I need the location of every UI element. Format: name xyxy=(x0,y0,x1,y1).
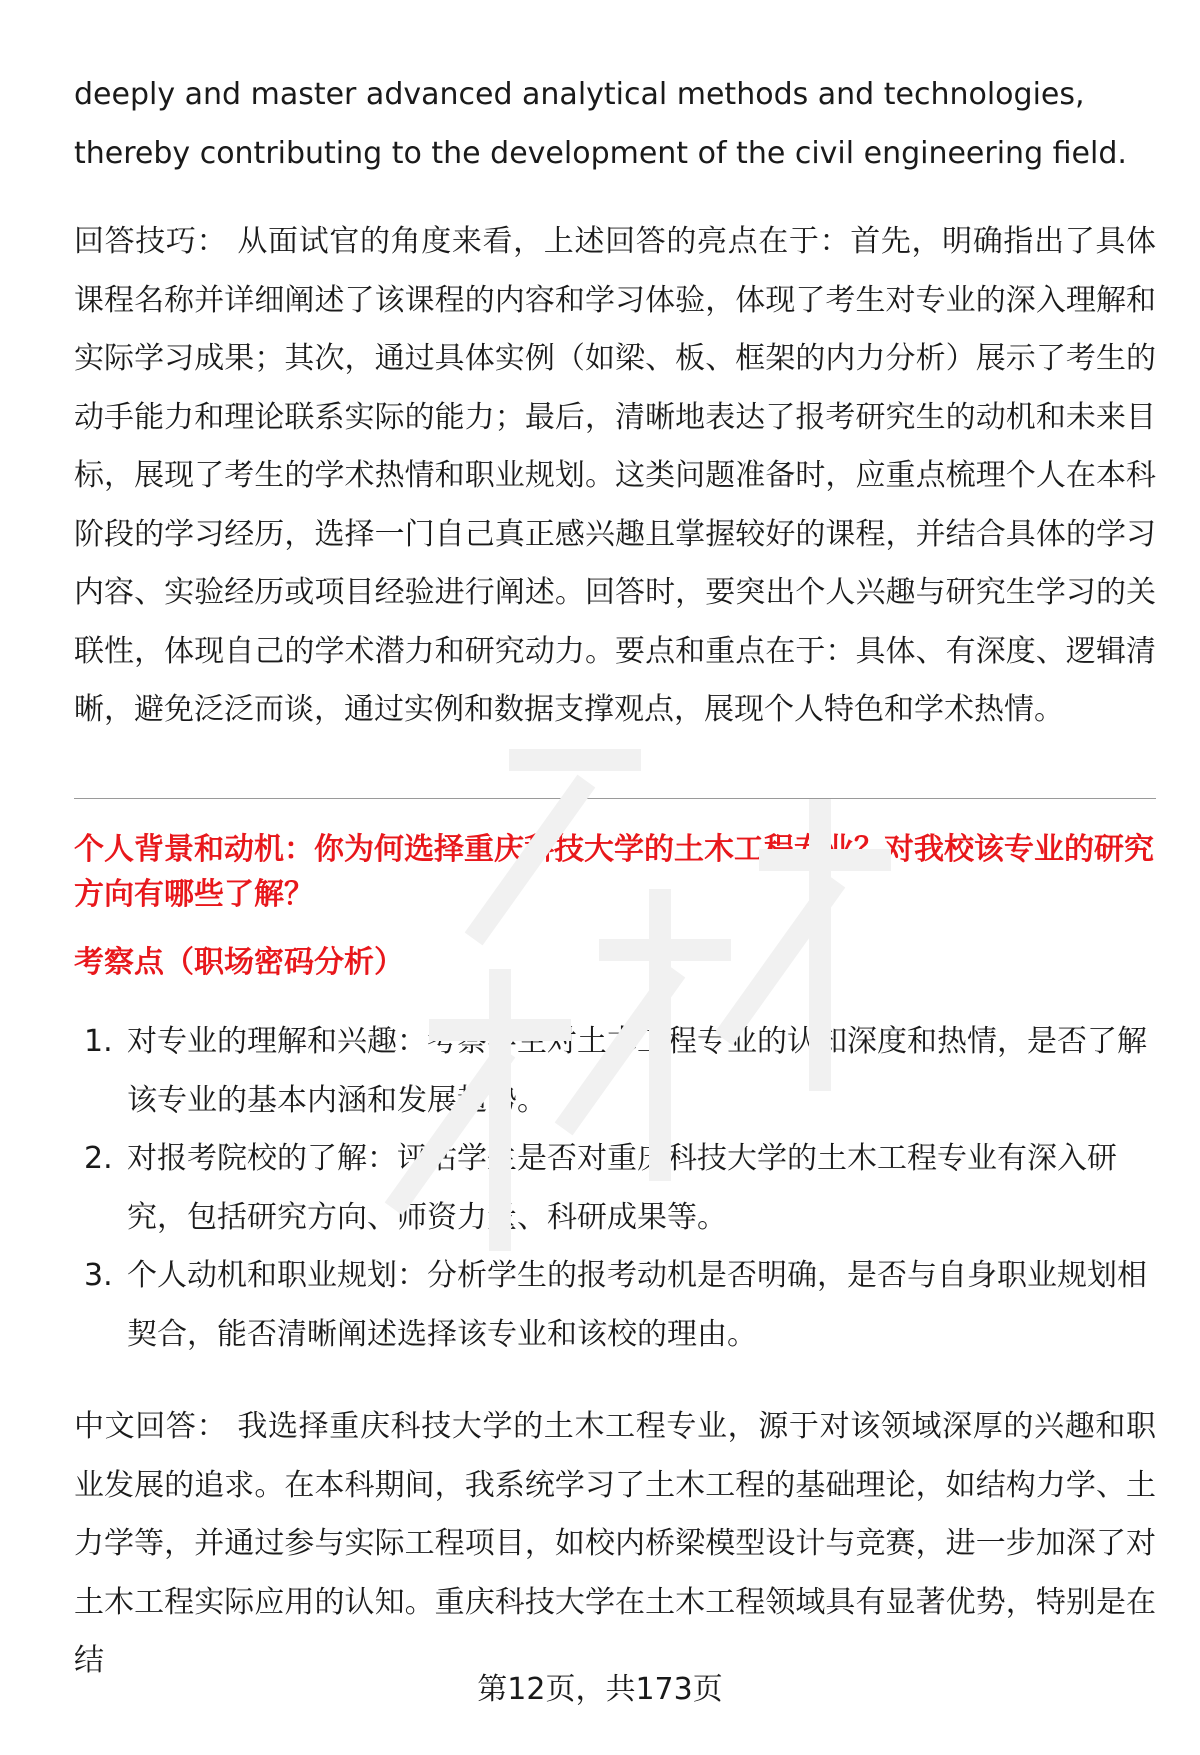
list-item xyxy=(74,1013,1156,1130)
list-item-text: 对报考院校的了解：评估学生是否对重庆科技大学的土木工程专业有深入研究，包括研究方向、师资力量、科研成果等。 xyxy=(127,1141,1117,1235)
list-item-text: 对专业的理解和兴趣：考察学生对土木工程专业的认知深度和热情，是否了解该专业的基本内涵和发展趋势。 xyxy=(127,1024,1147,1118)
answer-tips-paragraph: 回答技巧： 从面试官的角度来看，上述回答的亮点在于：首先，明确指出了具体课程名称并详细阐述了该课程的内容和学习体验，体现了考生对专业的深入理解和实际学习成果；其次，通过具体实例（如梁、板、框架的内力分析）展示了考生的动手能力和理论联系实际的能力；最后，清晰地表达了报考研究生的动机和未来目标，展现了考生的学术热情和职业规划。这类问题准备时，应重点梳理个人在本科阶段的学习经历，选择一门自己真正感兴趣且掌握较好的课程，并结合具体的学习内容、实验经历或项目经验进行阐述。回答时，要突出个人兴趣与研究生学习的关联性，体现自己的学术潜力和研究动力。要点和重点在于：具体、有深度、逻辑清晰，避免泛泛而谈，通过实例和数据支撑观点，展现个人特色和学术热情。 xyxy=(74,224,1156,727)
question-heading: 个人背景和动机：你为何选择重庆科技大学的土木工程专业？对我校该专业的研究方向有哪些了解？ xyxy=(74,832,1154,912)
list-item-number: 1. xyxy=(84,1024,113,1059)
list-item-number: 3. xyxy=(84,1258,113,1293)
list-item-text: 个人动机和职业规划：分析学生的报考动机是否明确，是否与自身职业规划相契合，能否清晰阐述选择该专业和该校的理由。 xyxy=(127,1258,1147,1352)
list-item xyxy=(74,1247,1156,1364)
list-item xyxy=(74,1130,1156,1247)
assessment-points-list xyxy=(74,1013,1156,1364)
section-divider xyxy=(74,798,1156,799)
list-item-number: 2. xyxy=(84,1141,113,1176)
intro-paragraph: deeply and master advanced analytical methods and technologies, thereby contributing to the development of the civil engineering field. xyxy=(74,77,1127,171)
chinese-answer-paragraph: 中文回答： 我选择重庆科技大学的土木工程专业，源于对该领域深厚的兴趣和职业发展的追求。在本科期间，我系统学习了土木工程的基础理论，如结构力学、土力学等，并通过参与实际工程项目，如校内桥梁模型设计与竞赛，进一步加深了对土木工程实际应用的认知。重庆科技大学在土木工程领域具有显著优势，特别是在结 xyxy=(74,1409,1156,1678)
page-number-footer: 第12页，共173页 xyxy=(477,1672,723,1707)
assessment-points-heading: 考察点（职场密码分析） xyxy=(74,945,404,980)
